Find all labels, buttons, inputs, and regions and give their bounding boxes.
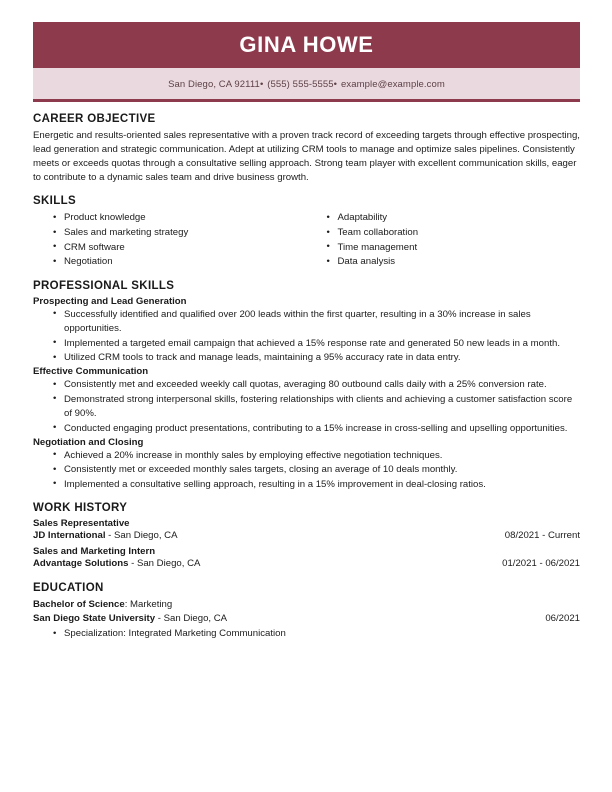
resume-body xyxy=(33,102,580,641)
school-name: San Diego State University xyxy=(33,613,156,625)
job-org-row xyxy=(33,529,580,543)
professional-skills-group xyxy=(33,437,580,492)
section-title-career-objective: CAREER OBJECTIVE xyxy=(33,113,156,126)
list-item: • CRM software xyxy=(53,241,307,255)
list-item: • Implemented a targeted email campaign that achieved a 15% response rate and generated 50 new leads in a month. xyxy=(53,337,580,351)
company-location: - San Diego, CA xyxy=(105,529,178,541)
degree-row xyxy=(33,598,580,612)
section-education xyxy=(33,582,580,642)
skills-columns xyxy=(33,211,580,269)
skills-list-left xyxy=(53,211,307,269)
contact-banner xyxy=(33,68,580,102)
professional-skills-group-title: Effective Communication xyxy=(33,366,149,378)
list-item: • Implemented a consultative selling approach, resulting in a 15% improvement in deal-closing ratios. xyxy=(53,478,580,492)
professional-skills-group-list xyxy=(33,449,580,492)
list-item: • Achieved a 20% increase in monthly sales by employing effective negotiation techniques. xyxy=(53,449,580,463)
list-item: • Specialization: Integrated Marketing Communication xyxy=(53,627,580,641)
section-title-education: EDUCATION xyxy=(33,581,104,594)
school-and-location xyxy=(33,612,227,626)
professional-skills-group-list xyxy=(33,308,580,365)
name-banner xyxy=(33,22,580,68)
job-title: Sales Representative xyxy=(33,517,130,529)
career-objective-text: Energetic and results-oriented sales representative with a proven track record of exceeding targets through effective prospecting, lead generation and strategic communication. Adept at utilizing CRM tools to manage and optimize sales pipelines. Consistently meets or exceeds quotas through a consultative selling approach. Strong team player with excellent communication skills, eager to contribute to a dynamic sales team and drive business growth. xyxy=(33,130,580,184)
degree-label: Bachelor of Science xyxy=(33,598,125,610)
skills-column-left xyxy=(33,211,307,269)
company-name: JD International xyxy=(33,529,106,541)
education-details-list xyxy=(33,627,580,641)
list-item: • Time management xyxy=(327,241,581,255)
contact-separator-icon: • xyxy=(333,79,337,91)
section-title-professional-skills: PROFESSIONAL SKILLS xyxy=(33,279,175,292)
candidate-name: GINA HOWE xyxy=(239,32,374,57)
degree xyxy=(33,598,172,612)
contact-location: San Diego, CA 92111 xyxy=(168,79,260,91)
school-row xyxy=(33,612,580,626)
section-career-objective xyxy=(33,113,580,185)
list-item: • Consistently met or exceeded monthly sales targets, closing an average of 10 deals monthly. xyxy=(53,463,580,477)
work-history-entry xyxy=(33,546,580,571)
list-item: • Sales and marketing strategy xyxy=(53,226,307,240)
list-item: • Utilized CRM tools to track and manage leads, maintaining a 95% accuracy rate in data entry. xyxy=(53,351,580,365)
job-org-and-location xyxy=(33,529,178,543)
contact-phone: (555) 555-5555 xyxy=(267,79,334,91)
list-item: • Demonstrated strong interpersonal skills, fostering relationships with clients and achieving a customer satisfaction score of 90%. xyxy=(53,393,580,421)
list-item: • Consistently met and exceeded weekly call quotas, averaging 80 outbound calls daily with a 25% conversion rate. xyxy=(53,378,580,392)
contact-separator-icon: • xyxy=(259,79,264,91)
section-professional-skills xyxy=(33,280,580,492)
education-dates: 06/2021 xyxy=(545,613,580,625)
job-org-and-location xyxy=(33,557,200,571)
professional-skills-group-title: Prospecting and Lead Generation xyxy=(33,295,187,307)
list-item: • Team collaboration xyxy=(327,226,581,240)
job-title: Sales and Marketing Intern xyxy=(33,546,156,558)
company-name: Advantage Solutions xyxy=(33,558,129,570)
job-org-row xyxy=(33,557,580,571)
skills-column-right xyxy=(307,211,581,269)
job-dates: 08/2021 - Current xyxy=(504,529,580,541)
list-item: • Negotiation xyxy=(53,255,307,269)
degree-major: : Marketing xyxy=(124,598,173,610)
company-location: - San Diego, CA xyxy=(128,558,201,570)
resume-header xyxy=(33,22,580,102)
job-dates: 01/2021 - 06/2021 xyxy=(502,558,580,570)
section-skills xyxy=(33,195,580,269)
list-item: • Successfully identified and qualified over 200 leads within the first quarter, resulting in a 30% increase in sales opportunities. xyxy=(53,308,580,336)
list-item: • Data analysis xyxy=(327,255,581,269)
section-title-skills: SKILLS xyxy=(33,195,76,208)
professional-skills-group xyxy=(33,366,580,435)
education-entry xyxy=(33,598,580,642)
work-history-entry xyxy=(33,518,580,543)
professional-skills-group-title: Negotiation and Closing xyxy=(33,436,144,448)
list-item: • Adaptability xyxy=(327,211,581,225)
professional-skills-group-list xyxy=(33,378,580,435)
contact-email: example@example.com xyxy=(340,79,445,91)
section-title-work-history: WORK HISTORY xyxy=(33,501,128,514)
skills-list-right xyxy=(327,211,581,269)
list-item: • Conducted engaging product presentations, contributing to a 15% increase in cross-selling and upselling opportunities. xyxy=(53,422,580,436)
list-item: • Product knowledge xyxy=(53,211,307,225)
section-work-history xyxy=(33,502,580,572)
school-location: - San Diego, CA xyxy=(155,613,228,625)
professional-skills-group xyxy=(33,296,580,365)
